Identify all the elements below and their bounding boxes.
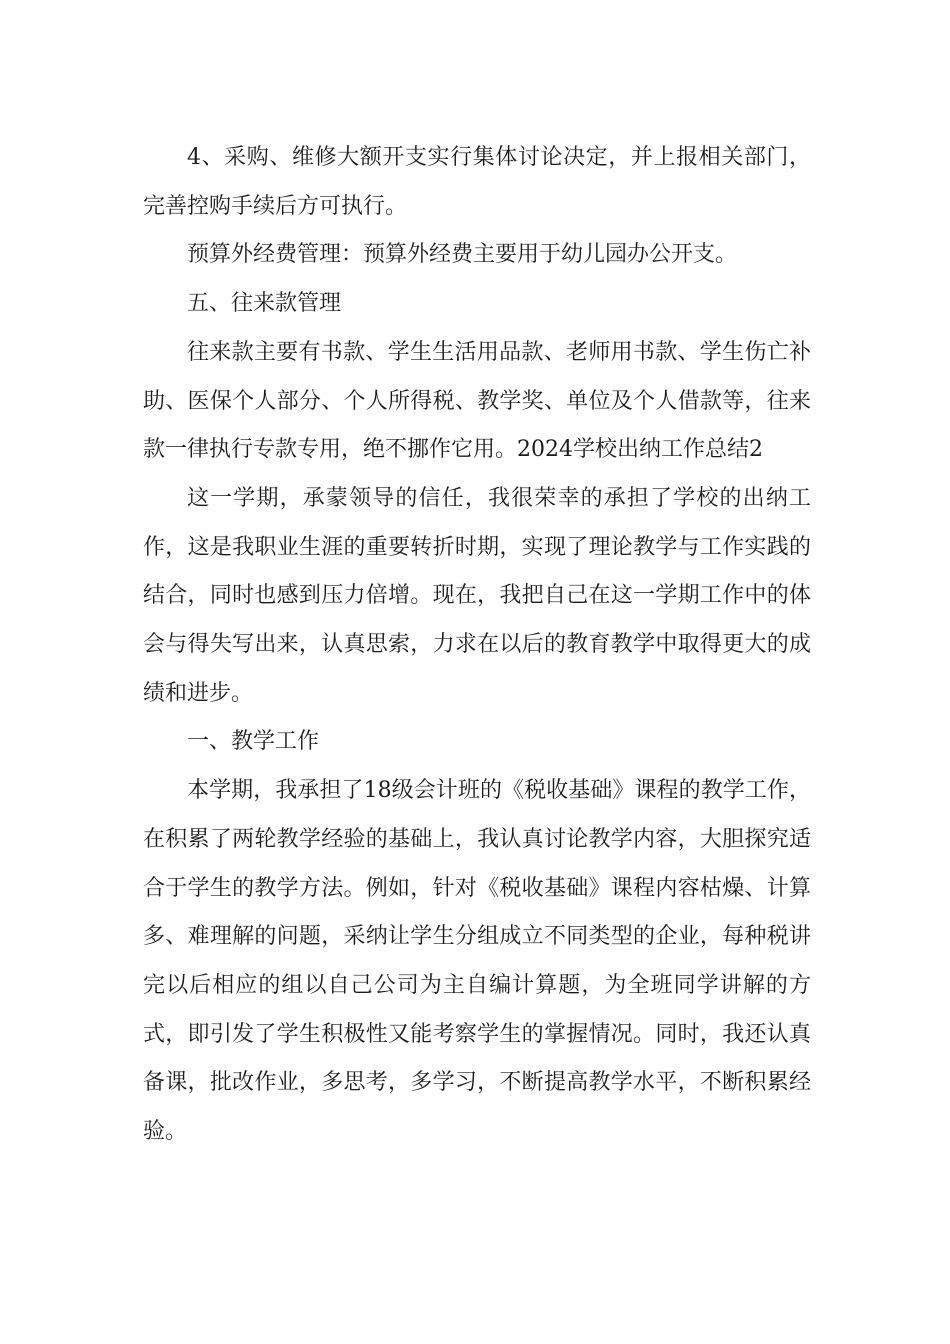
paragraph-procurement-rule: 4、采购、维修大额开支实行集体讨论决定，并上报相关部门，完善控购手续后方可执行。 <box>143 145 811 219</box>
paragraph-teaching-details: 本学期，我承担了18级会计班的《税收基础》课程的教学工作，在积累了两轮教学经验的基础上，我认真讨论教学内容，大胆探究适合于学生的教学方法。例如，针对《税收基础》课程内容枯燥、计算多、难理解的问题，采纳让学生分组成立不同类型的企业，每种税讲完以后相应的组以自己公司为主自编计算题，为全班同学讲解的方式，即引发了学生积极性又能考察学生的掌握情况。同时，我还认真备课，批改作业，多思考，多学习，不断提高教学水平，不断积累经验。 <box>143 778 811 1145</box>
paragraph-semester-intro: 这一学期，承蒙领导的信任，我很荣幸的承担了学校的出纳工作，这是我职业生涯的重要转折时期，实现了理论教学与工作实践的结合，同时也感到压力倍增。现在，我把自己在这一学期工作中的体会与得失写出来，认真思索，力求在以后的教育教学中取得更大的成绩和进步。 <box>143 485 811 706</box>
document-body <box>143 134 811 1157</box>
paragraph-extra-budget-funds: 预算外经费管理：预算外经费主要用于幼儿园办公开支。 <box>187 242 738 268</box>
paragraph-current-accounts: 往来款主要有书款、学生生活用品款、老师用书款、学生伤亡补助、医保个人部分、个人所得税、教学奖、单位及个人借款等，往来款一律执行专款专用，绝不挪作它用。2024学校出纳工作总结2 <box>143 339 811 463</box>
heading-section-five: 五、往来款管理 <box>187 291 342 317</box>
heading-teaching-work: 一、教学工作 <box>187 729 320 755</box>
